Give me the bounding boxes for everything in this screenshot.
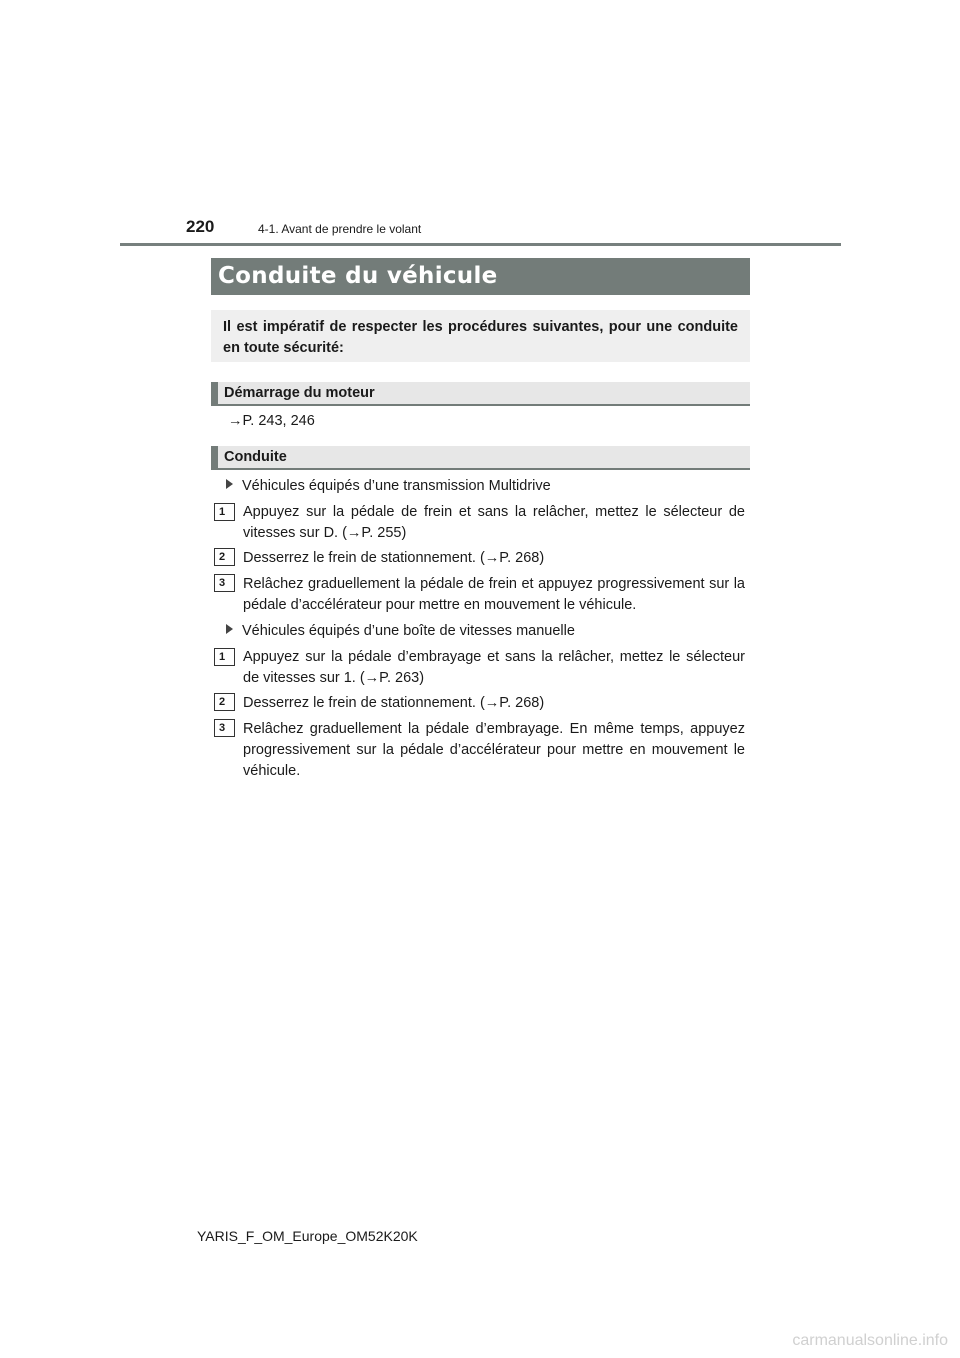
intro-note xyxy=(211,310,750,362)
subheading-text: Véhicules équipés d’une boîte de vitesses manuelle xyxy=(242,623,575,639)
header-divider xyxy=(120,243,841,246)
step-text: Appuyez sur la pédale d’embrayage et sans la relâcher, mettez le sélecteur de vitesses sur 1. (→P. 263) xyxy=(243,649,745,686)
step-number-badge: 2 xyxy=(214,548,235,566)
intro-text: Il est impératif de respecter les procédures suivantes, pour une conduite en toute sécurité: xyxy=(223,319,738,356)
triangle-bullet-icon xyxy=(226,479,233,489)
step-number-badge: 2 xyxy=(214,693,235,711)
subheading-text: Véhicules équipés d’une transmission Multidrive xyxy=(242,478,551,494)
step-number-badge: 1 xyxy=(214,648,235,666)
page-title: Conduite du véhicule xyxy=(211,258,750,295)
step-text: Appuyez sur la pédale de frein et sans la relâcher, mettez le sélecteur de vitesses sur D. (→P. 255) xyxy=(243,504,745,541)
step-text: Desserrez le frein de stationnement. (→P. 268) xyxy=(243,550,545,566)
page-reference: →P. 243, 246 xyxy=(228,413,315,429)
subheading-multidrive xyxy=(226,476,551,496)
subheading-manual xyxy=(226,621,575,641)
step-number-badge: 1 xyxy=(214,503,235,521)
step-text: Desserrez le frein de stationnement. (→P. 268) xyxy=(243,695,545,711)
step-number-badge: 3 xyxy=(214,719,235,737)
step-number-badge: 3 xyxy=(214,574,235,592)
watermark: carmanualsonline.info xyxy=(792,1332,948,1349)
step-text: Relâchez graduellement la pédale de frein et appuyez progressivement sur la pédale d’accélérateur pour mettre en mouvement le véhicule. xyxy=(243,576,745,613)
section-heading-drive: Conduite xyxy=(211,446,750,470)
step-text: Relâchez graduellement la pédale d’embrayage. En même temps, appuyez progressivement sur la pédale d’accélérateur pour mettre en mouvement le véhicule. xyxy=(243,721,745,779)
document-footer: YARIS_F_OM_Europe_OM52K20K xyxy=(197,1228,418,1244)
breadcrumb: 4-1. Avant de prendre le volant xyxy=(258,222,422,236)
triangle-bullet-icon xyxy=(226,624,233,634)
section-heading-start: Démarrage du moteur xyxy=(211,382,750,406)
page-number: 220 xyxy=(186,217,215,236)
